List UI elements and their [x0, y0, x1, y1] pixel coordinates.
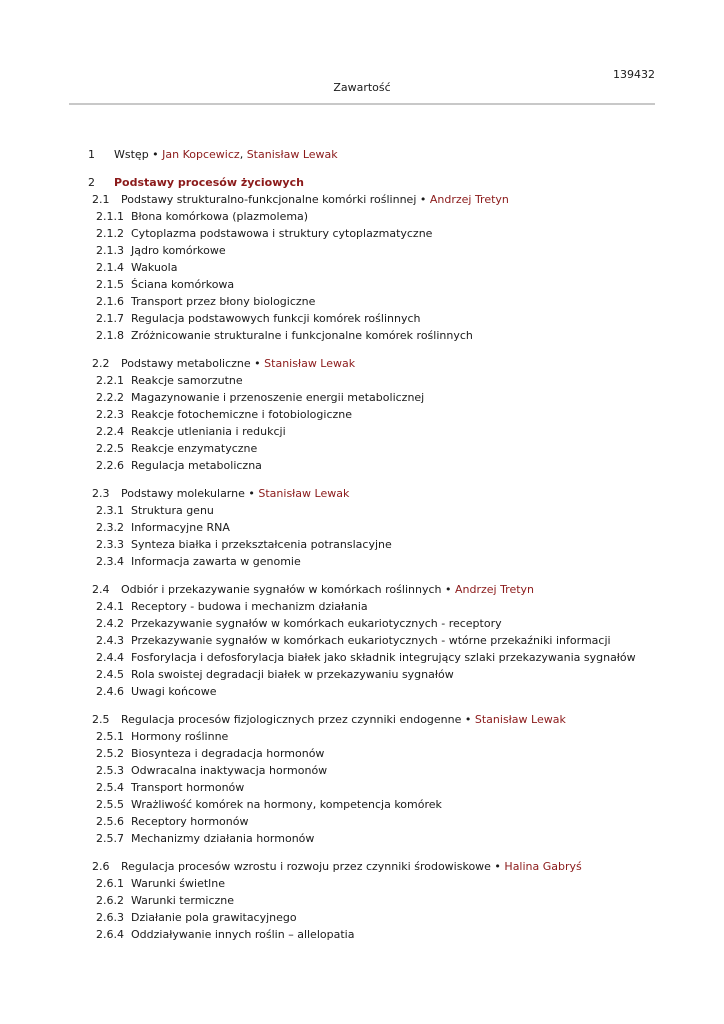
subsection-title: Struktura genu — [131, 504, 214, 517]
subsection-number: 2.6.2 — [96, 894, 124, 907]
author-link[interactable]: Andrzej Tretyn — [429, 193, 509, 206]
section-title-text: Regulacja procesów wzrostu i rozwoju przez czynniki środowiskowe — [121, 860, 491, 873]
section-title — [121, 858, 582, 875]
subsection-number: 2.3.1 — [96, 504, 124, 517]
page-title: Zawartość — [333, 81, 391, 94]
subsection-title: Regulacja metaboliczna — [131, 459, 262, 472]
author-link[interactable]: Jan Kopcewicz — [162, 148, 240, 161]
subsection-title: Wrażliwość komórek na hormony, kompetencja komórek — [131, 798, 442, 811]
toc-section-23[interactable] — [0, 485, 724, 502]
section-title-text: Podstawy strukturalno-funkcjonalne komórki roślinnej — [121, 193, 417, 206]
toc-section-22[interactable] — [0, 355, 724, 372]
subsection-title: Ściana komórkowa — [131, 278, 235, 291]
subsection-title: Transport przez błony biologiczne — [131, 295, 316, 308]
subsection-number: 2.2.2 — [96, 391, 124, 404]
subsection-number: 2.5.7 — [96, 832, 124, 845]
section-number: 2.1 — [92, 193, 110, 206]
toc-subsection[interactable] — [0, 813, 724, 830]
subsection-title: Informacja zawarta w genomie — [131, 555, 301, 568]
subsection-number: 2.1.2 — [96, 227, 124, 240]
subsection-title: Wakuola — [131, 261, 178, 274]
subsection-title: Przekazywanie sygnałów w komórkach eukariotycznych - wtórne przekaźniki informacji — [131, 634, 611, 647]
author-link[interactable]: Stanisław Lewak — [474, 713, 566, 726]
toc-subsection[interactable] — [0, 892, 724, 909]
subsection-title: Fosforylacja i defosforylacja białek jako składnik integrujący szlaki przekazywania sygnałów — [131, 651, 636, 664]
subsection-number: 2.1.4 — [96, 261, 124, 274]
toc-subsection[interactable] — [0, 728, 724, 745]
toc-subsection[interactable] — [0, 598, 724, 615]
chapter-title-text: Wstęp — [114, 148, 149, 161]
subsection-number: 2.3.4 — [96, 555, 124, 568]
toc-subsection[interactable] — [0, 796, 724, 813]
author-link[interactable]: Stanisław Lewak — [264, 357, 356, 370]
toc-subsection[interactable] — [0, 519, 724, 536]
subsection-number: 2.5.5 — [96, 798, 124, 811]
page-number: 139432 — [613, 68, 655, 81]
toc-subsection[interactable] — [0, 457, 724, 474]
author-link[interactable]: Halina Gabryś — [504, 860, 582, 873]
subsection-number: 2.6.3 — [96, 911, 124, 924]
subsection-title: Regulacja podstawowych funkcji komórek roślinnych — [131, 312, 421, 325]
subsection-title: Reakcje samorzutne — [131, 374, 243, 387]
section-title — [121, 191, 509, 208]
section-title — [121, 355, 355, 372]
toc-subsection[interactable] — [0, 372, 724, 389]
subsection-title: Błona komórkowa (plazmolema) — [131, 210, 309, 223]
section-number: 2.4 — [92, 583, 110, 596]
subsection-title: Transport hormonów — [131, 781, 245, 794]
comma-separator: , — [239, 148, 247, 161]
toc-subsection[interactable] — [0, 830, 724, 847]
author-link[interactable]: Stanisław Lewak — [246, 148, 338, 161]
subsection-title: Magazynowanie i przenoszenie energii metabolicznej — [131, 391, 425, 404]
subsection-title: Uwagi końcowe — [131, 685, 217, 698]
subsection-number: 2.4.1 — [96, 600, 124, 613]
subsection-number: 2.2.6 — [96, 459, 124, 472]
section-title-text: Podstawy molekularne — [121, 487, 245, 500]
subsection-title: Informacyjne RNA — [131, 521, 230, 534]
section-number: 2.5 — [92, 713, 110, 726]
toc-subsection[interactable] — [0, 242, 724, 259]
subsection-title: Hormony roślinne — [131, 730, 229, 743]
bullet-separator: • — [244, 487, 259, 500]
section-number: 2.3 — [92, 487, 110, 500]
subsection-number: 2.3.3 — [96, 538, 124, 551]
toc-subsection[interactable] — [0, 208, 724, 225]
subsection-title: Przekazywanie sygnałów w komórkach eukariotycznych - receptory — [131, 617, 502, 630]
subsection-title: Mechanizmy działania hormonów — [131, 832, 315, 845]
subsection-number: 2.5.3 — [96, 764, 124, 777]
toc-chapter-1[interactable] — [0, 146, 724, 163]
toc-subsection[interactable] — [0, 406, 724, 423]
section-title-text: Podstawy metaboliczne — [121, 357, 251, 370]
toc-section-25[interactable] — [0, 711, 724, 728]
subsection-number: 2.3.2 — [96, 521, 124, 534]
subsection-number: 2.1.7 — [96, 312, 124, 325]
header-divider — [69, 103, 655, 105]
author-link[interactable]: Andrzej Tretyn — [454, 583, 535, 596]
toc-section-21[interactable] — [0, 191, 724, 208]
subsection-title: Reakcje utleniania i redukcji — [131, 425, 286, 438]
subsection-number: 2.5.4 — [96, 781, 124, 794]
subsection-title: Działanie pola grawitacyjnego — [131, 911, 297, 924]
subsection-number: 2.1.1 — [96, 210, 124, 223]
subsection-title: Warunki świetlne — [131, 877, 225, 890]
toc-section-24[interactable] — [0, 581, 724, 598]
toc-subsection[interactable] — [0, 225, 724, 242]
subsection-number: 2.4.6 — [96, 685, 124, 698]
subsection-title: Jądro komórkowe — [131, 244, 226, 257]
section-title — [121, 485, 349, 502]
subsection-title: Synteza białka i przekształcenia potranslacyjne — [131, 538, 392, 551]
chapter-number: 1 — [88, 148, 95, 161]
section-number: 2.2 — [92, 357, 110, 370]
subsection-number: 2.1.8 — [96, 329, 124, 342]
bullet-separator: • — [441, 583, 455, 596]
toc-subsection[interactable] — [0, 745, 724, 762]
subsection-title: Warunki termiczne — [131, 894, 235, 907]
bullet-separator: • — [416, 193, 430, 206]
subsection-number: 2.5.2 — [96, 747, 124, 760]
subsection-number: 2.6.1 — [96, 877, 124, 890]
section-title — [121, 581, 534, 598]
subsection-title: Zróżnicowanie strukturalne i funkcjonalne komórek roślinnych — [131, 329, 473, 342]
subsection-title: Oddziaływanie innych roślin – allelopatia — [131, 928, 355, 941]
chapter-title: Podstawy procesów życiowych — [114, 176, 304, 189]
subsection-number: 2.4.3 — [96, 634, 124, 647]
chapter-title — [114, 146, 338, 163]
toc-subsection[interactable] — [0, 536, 724, 553]
toc-subsection[interactable] — [0, 502, 724, 519]
subsection-number: 2.4.2 — [96, 617, 124, 630]
subsection-title: Biosynteza i degradacja hormonów — [131, 747, 325, 760]
subsection-number: 2.6.4 — [96, 928, 124, 941]
section-title — [121, 711, 566, 728]
subsection-number: 2.2.3 — [96, 408, 124, 421]
subsection-number: 2.4.4 — [96, 651, 124, 664]
toc-subsection[interactable] — [0, 310, 724, 327]
toc-subsection[interactable] — [0, 926, 724, 943]
toc-subsection[interactable] — [0, 440, 724, 457]
subsection-title: Cytoplazma podstawowa i struktury cytoplazmatyczne — [131, 227, 433, 240]
toc-subsection[interactable] — [0, 762, 724, 779]
toc-subsection[interactable] — [0, 666, 724, 683]
toc-subsection[interactable] — [0, 259, 724, 276]
toc-section-26[interactable] — [0, 858, 724, 875]
table-of-contents — [0, 146, 724, 943]
toc-subsection[interactable] — [0, 293, 724, 310]
section-title-text: Regulacja procesów fizjologicznych przez czynniki endogenne — [121, 713, 462, 726]
author-link[interactable]: Stanisław Lewak — [258, 487, 350, 500]
subsection-number: 2.5.1 — [96, 730, 124, 743]
subsection-number: 2.2.5 — [96, 442, 124, 455]
section-title-text: Odbiór i przekazywanie sygnałów w komórkach roślinnych — [121, 583, 442, 596]
bullet-separator: • — [490, 860, 505, 873]
bullet-separator: • — [250, 357, 265, 370]
subsection-title: Rola swoistej degradacji białek w przekazywaniu sygnałów — [131, 668, 454, 681]
subsection-number: 2.1.5 — [96, 278, 124, 291]
toc-subsection[interactable] — [0, 423, 724, 440]
toc-subsection[interactable] — [0, 615, 724, 632]
subsection-title: Odwracalna inaktywacja hormonów — [131, 764, 328, 777]
toc-subsection[interactable] — [0, 632, 724, 649]
toc-subsection[interactable] — [0, 875, 724, 892]
toc-subsection[interactable] — [0, 909, 724, 926]
toc-subsection[interactable] — [0, 389, 724, 406]
toc-subsection[interactable] — [0, 779, 724, 796]
subsection-title: Receptory hormonów — [131, 815, 249, 828]
toc-subsection[interactable] — [0, 276, 724, 293]
subsection-number: 2.4.5 — [96, 668, 124, 681]
toc-subsection[interactable] — [0, 683, 724, 700]
toc-subsection[interactable] — [0, 327, 724, 344]
toc-subsection[interactable] — [0, 649, 724, 666]
section-number: 2.6 — [92, 860, 110, 873]
chapter-number: 2 — [88, 176, 95, 189]
subsection-title: Reakcje fotochemiczne i fotobiologiczne — [131, 408, 353, 421]
subsection-number: 2.2.1 — [96, 374, 124, 387]
subsection-number: 2.2.4 — [96, 425, 124, 438]
subsection-number: 2.5.6 — [96, 815, 124, 828]
subsection-title: Receptory - budowa i mechanizm działania — [131, 600, 368, 613]
subsection-number: 2.1.3 — [96, 244, 124, 257]
bullet-separator: • — [461, 713, 475, 726]
toc-subsection[interactable] — [0, 553, 724, 570]
bullet-separator: • — [148, 148, 163, 161]
subsection-title: Reakcje enzymatyczne — [131, 442, 258, 455]
subsection-number: 2.1.6 — [96, 295, 124, 308]
toc-chapter-2[interactable] — [0, 174, 724, 191]
